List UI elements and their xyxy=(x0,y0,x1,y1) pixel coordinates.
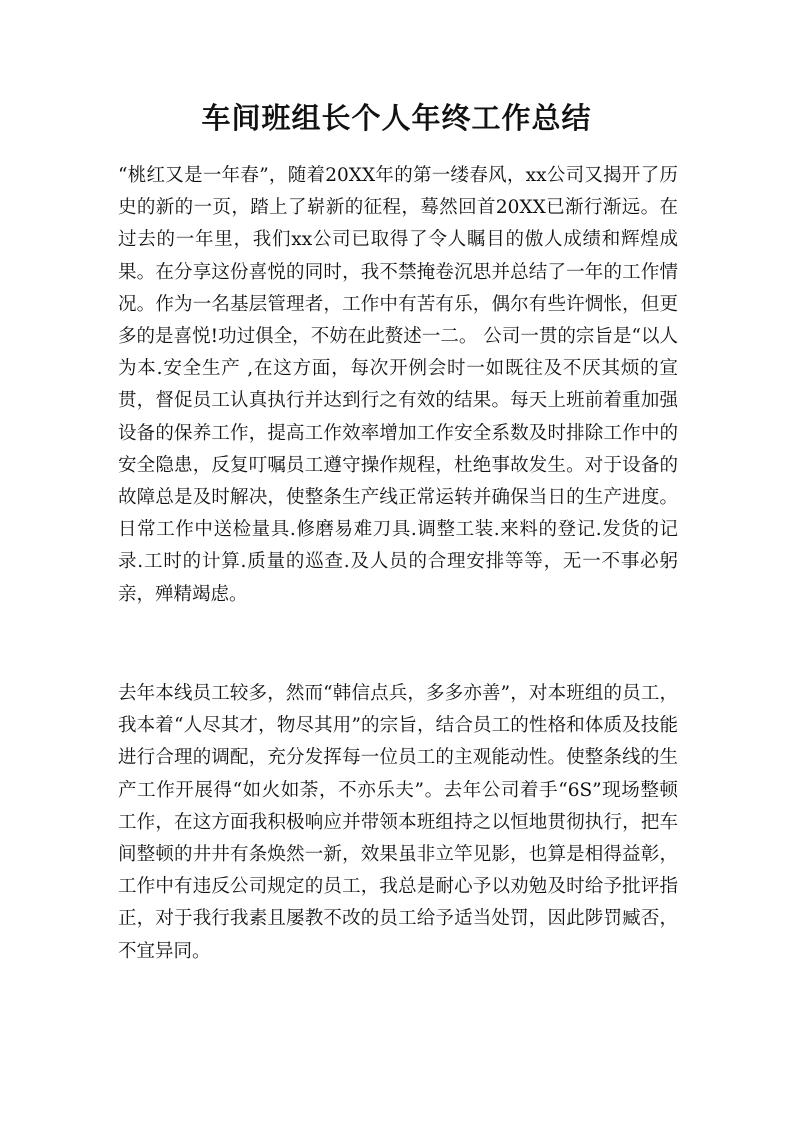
document-title: 车间班组长个人年终工作总结 xyxy=(201,101,592,135)
paragraph-1: “桃红又是一年春”，随着20XX年的第一缕春风，xx公司又揭开了历史的新的一页，踏上了崭新的征程，蓦然回首20XX已渐行渐远。在过去的一年里，我们xx公司已取得了令人瞩目的傲人成绩和辉煌成果。在分享这份喜悦的同时，我不禁掩卷沉思并总结了一年的工作情况。作为一名基层管理者，工作中有苦有乐，偶尔有些许惆怅，但更多的是喜悦!功过俱全，不妨在此赘述一二。 公司一贯的宗旨是“以人为本.安全生产 ,在这方面，每次开例会时一如既往及不厌其烦的宣贯，督促员工认真执行并达到行之有效的结果。每天上班前着重加强设备的保养工作，提高工作效率增加工作安全系数及时排除工作中的安全隐患，反复叮嘱员工遵守操作规程，杜绝事故发生。对于设备的故障总是及时解决，使整条生产线正常运转并确保当日的生产进度。日常工作中送检量具.修磨易难刀具.调整工装.来料的登记.发货的记录.工时的计算.质量的巡查.及人员的合理安排等等，无一不事必躬亲，殚精竭虑。 xyxy=(118,165,678,605)
paragraph-2: 去年本线员工较多，然而“韩信点兵，多多亦善”，对本班组的员工，我本着“人尽其才，物尽其用”的宗旨，结合员工的性格和体质及技能进行合理的调配，充分发挥每一位员工的主观能动性。使整条线的生产工作开展得“如火如荼，不亦乐夫”。去年公司着手“6S”现场整顿工作，在这方面我积极响应并带领本班组持之以恒地贯彻执行，把车间整顿的井井有条焕然一新，效果虽非立竿见影，也算是相得益彰，工作中有违反公司规定的员工，我总是耐心予以劝勉及时给予批评指正，对于我行我素且屡教不改的员工给予适当处罚，因此陟罚臧否，不宜异同。 xyxy=(118,683,678,962)
